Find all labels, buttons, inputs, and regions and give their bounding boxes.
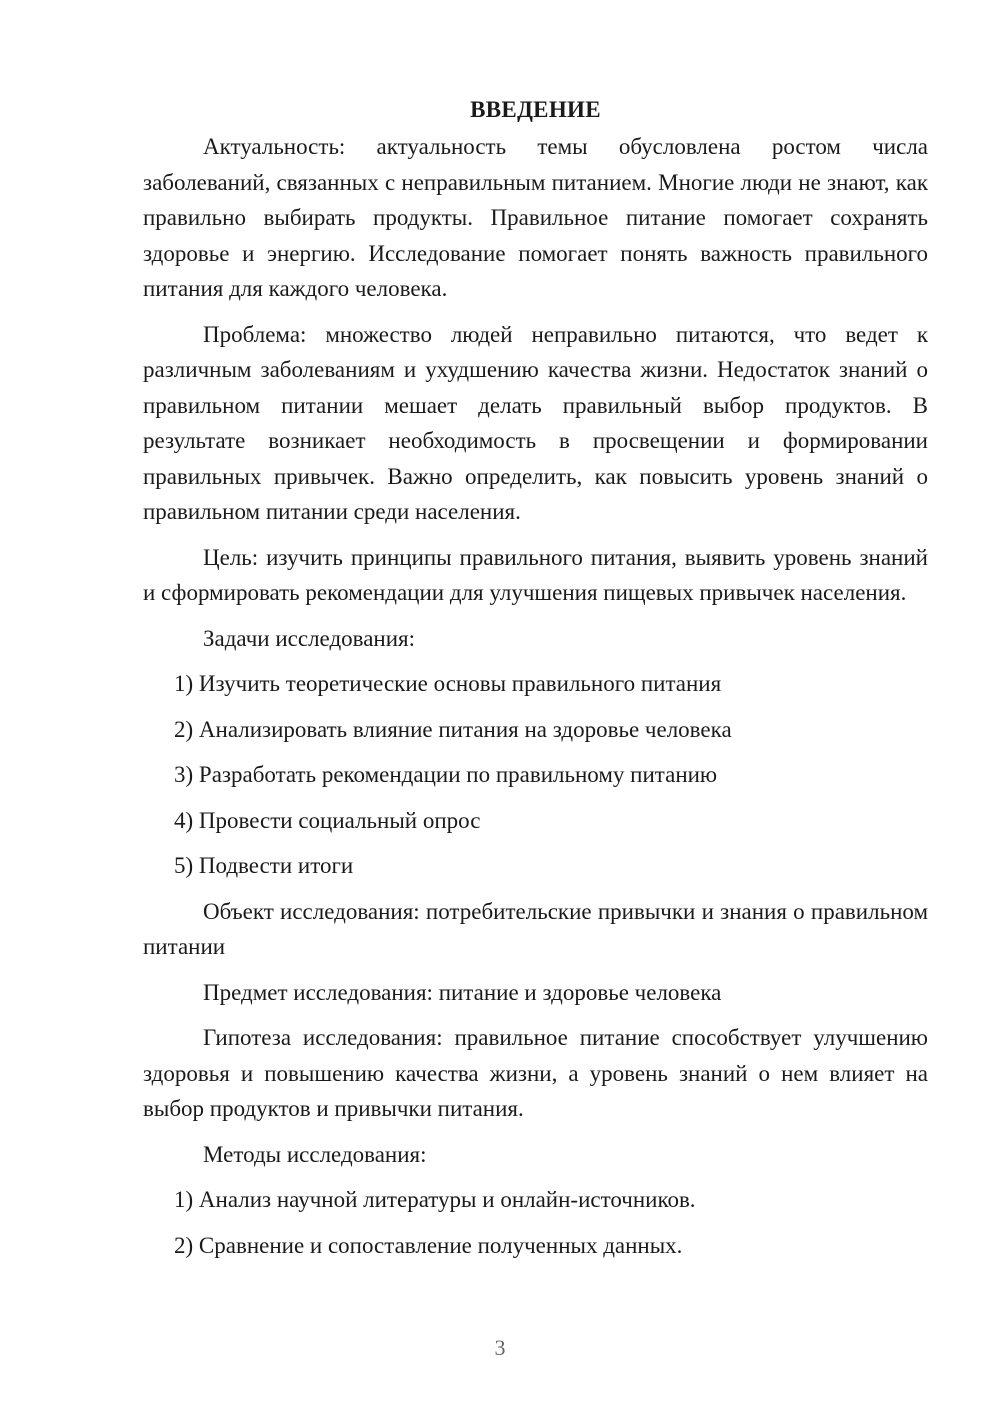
list-item: 2) Анализировать влияние питания на здоровье человека <box>174 716 732 742</box>
page-number: 3 <box>494 1335 506 1360</box>
document-page <box>143 95 928 1273</box>
problem-paragraph: Проблема: множество людей неправильно питаются, что ведет к различным заболеваниям и ухудшению качества жизни. Недостаток знаний о правильном питании мешает делать правильный выбор продуктов. В результате возникает необходимость в просвещении и формировании правильных привычек. Важно определить, как повысить уровень знаний о правильном питании среди населения. <box>143 321 928 524</box>
list-item: 5) Подвести итоги <box>174 853 354 878</box>
methods-list <box>143 1182 928 1263</box>
methods-heading: Методы исследования: <box>203 1141 427 1167</box>
object-paragraph: Объект исследования: потребительские привычки и знания о правильном питании <box>143 898 928 959</box>
subject-paragraph: Предмет исследования: питание и здоровье человека <box>203 979 722 1005</box>
list-item: 1) Анализ научной литературы и онлайн-источников. <box>174 1187 696 1212</box>
list-item: 1) Изучить теоретические основы правильного питания <box>174 671 722 696</box>
tasks-list <box>143 666 928 884</box>
relevance-paragraph: Актуальность: актуальность темы обусловлена ростом числа заболеваний, связанных с неправильным питанием. Многие люди не знают, как правильно выбирать продукты. Правильное питание помогает сохранять здоровье и энергию. Исследование помогает понять важность правильного питания для каждого человека. <box>143 134 928 301</box>
tasks-heading: Задачи исследования: <box>203 625 416 651</box>
hypothesis-paragraph: Гипотеза исследования: правильное питание способствует улучшению здоровья и повышению качества жизни, а уровень знаний о нем влияет на выбор продуктов и привычки питания. <box>143 1025 928 1121</box>
goal-paragraph: Цель: изучить принципы правильного питания, выявить уровень знаний и сформировать рекомендации для улучшения пищевых привычек населения. <box>143 544 928 605</box>
list-item: 2) Сравнение и сопоставление полученных данных. <box>174 1232 683 1258</box>
list-item: 4) Провести социальный опрос <box>174 807 481 833</box>
list-item: 3) Разработать рекомендации по правильному питанию <box>174 762 718 787</box>
page-title: ВВЕДЕНИЕ <box>470 97 601 122</box>
